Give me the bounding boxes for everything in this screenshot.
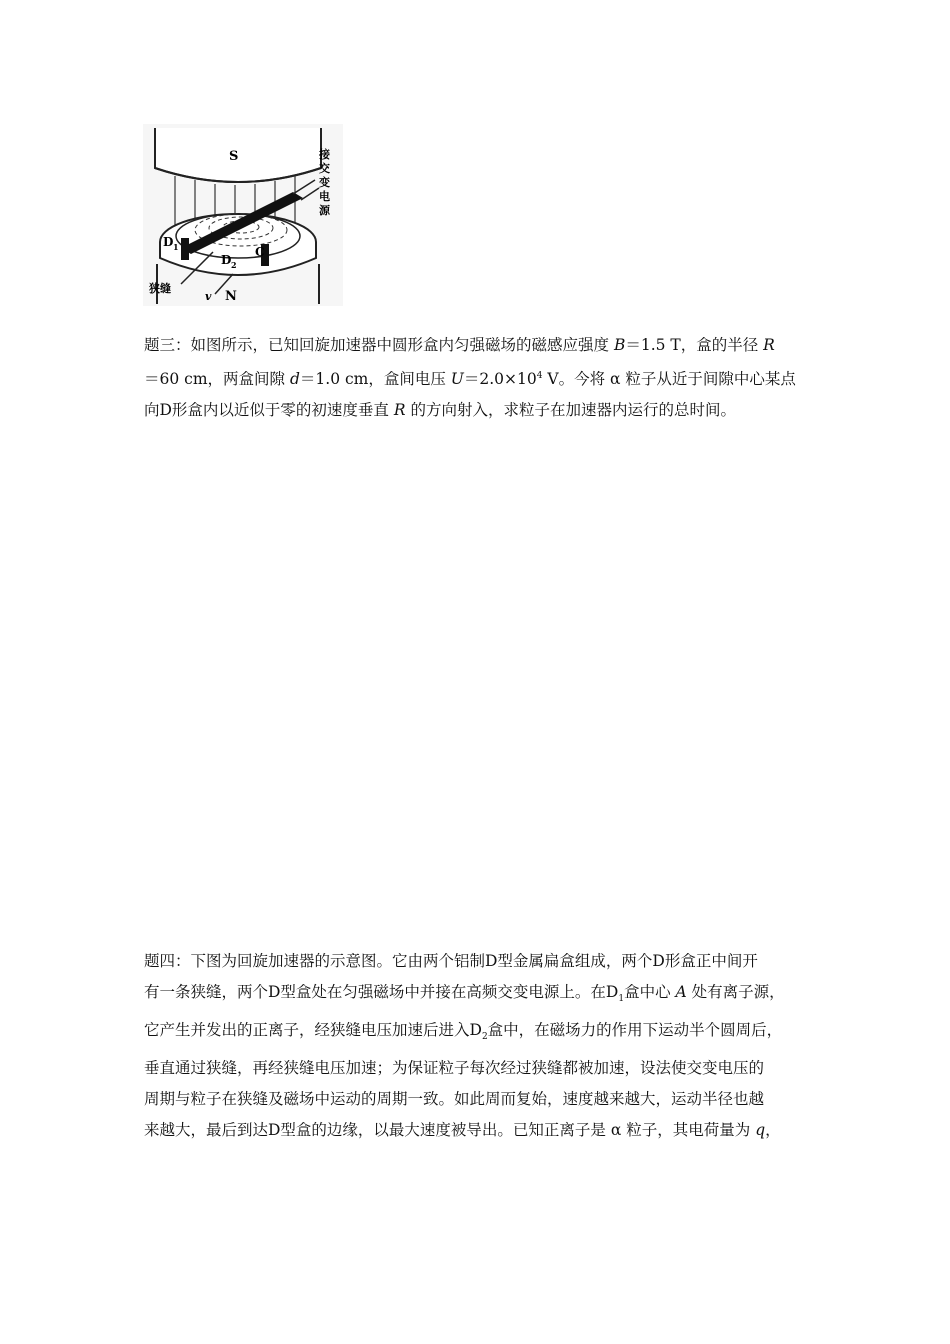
label-c: C — [255, 245, 265, 259]
label-ac-3: 变 — [319, 176, 330, 189]
label-s: S — [229, 149, 239, 164]
label-v: v — [205, 290, 212, 303]
label-d1-sub: 1 — [173, 242, 179, 252]
cyclotron-figure — [143, 124, 343, 306]
label-d2: D — [221, 253, 232, 267]
problem-3 — [144, 330, 814, 426]
label-n: N — [225, 289, 237, 304]
problem-4-line-2: 有一条狭缝，两个D型盒处在匀强磁场中并接在高频交变电源上。在$D_1$盒中心 A 处有离子源， — [144, 983, 785, 1005]
problem-4-line-1: 题四：下图为回旋加速器的示意图。它由两个铝制D型金属扁盒组成，两个D形盒正中间开 — [144, 952, 758, 970]
problem-4-line-3: 它产生并发出的正离子，经狭缝电压加速后进入$D_2$盒中，在磁场力的作用下运动半个圆周后， — [144, 1021, 783, 1043]
problem-4-line-6: 来越大，最后到达D型盒的边缘，以最大速度被导出。已知正离子是 α 粒子，其电荷量为 q， — [144, 1121, 781, 1140]
label-slit: 狭缝 — [149, 282, 171, 295]
problem-3-line-1: 题三：如图所示，已知回旋加速器中圆形盒内匀强磁场的磁感应强度 B＝1.5 T，盒的半径 R — [144, 336, 775, 354]
label-ac-4: 电 — [319, 190, 330, 203]
problem-4 — [144, 946, 814, 1146]
problem-4-line-4: 垂直通过狭缝，再经狭缝电压加速；为保证粒子每次经过狭缝都被加速，设法使交变电压的 — [144, 1059, 765, 1078]
label-d2-sub: 2 — [231, 260, 237, 270]
label-ac-2: 交 — [319, 162, 330, 175]
problem-3-line-2: ＝60 cm，两盒间隙 d＝1.0 cm，盒间电压 $U=2.0\times 10^4$ V。今将 α 粒子从近于间隙中心某点 — [144, 370, 796, 389]
label-ac-5: 源 — [319, 204, 330, 217]
label-d1: D — [163, 235, 174, 249]
problem-3-line-3: 向D形盒内以近似于零的初速度垂直 R 的方向射入，求粒子在加速器内运行的总时间。 — [144, 401, 736, 420]
problem-4-line-5: 周期与粒子在狭缝及磁场中运动的周期一致。如此周而复始，速度越来越大，运动半径也越 — [144, 1090, 765, 1109]
label-ac-1: 接 — [319, 148, 330, 161]
